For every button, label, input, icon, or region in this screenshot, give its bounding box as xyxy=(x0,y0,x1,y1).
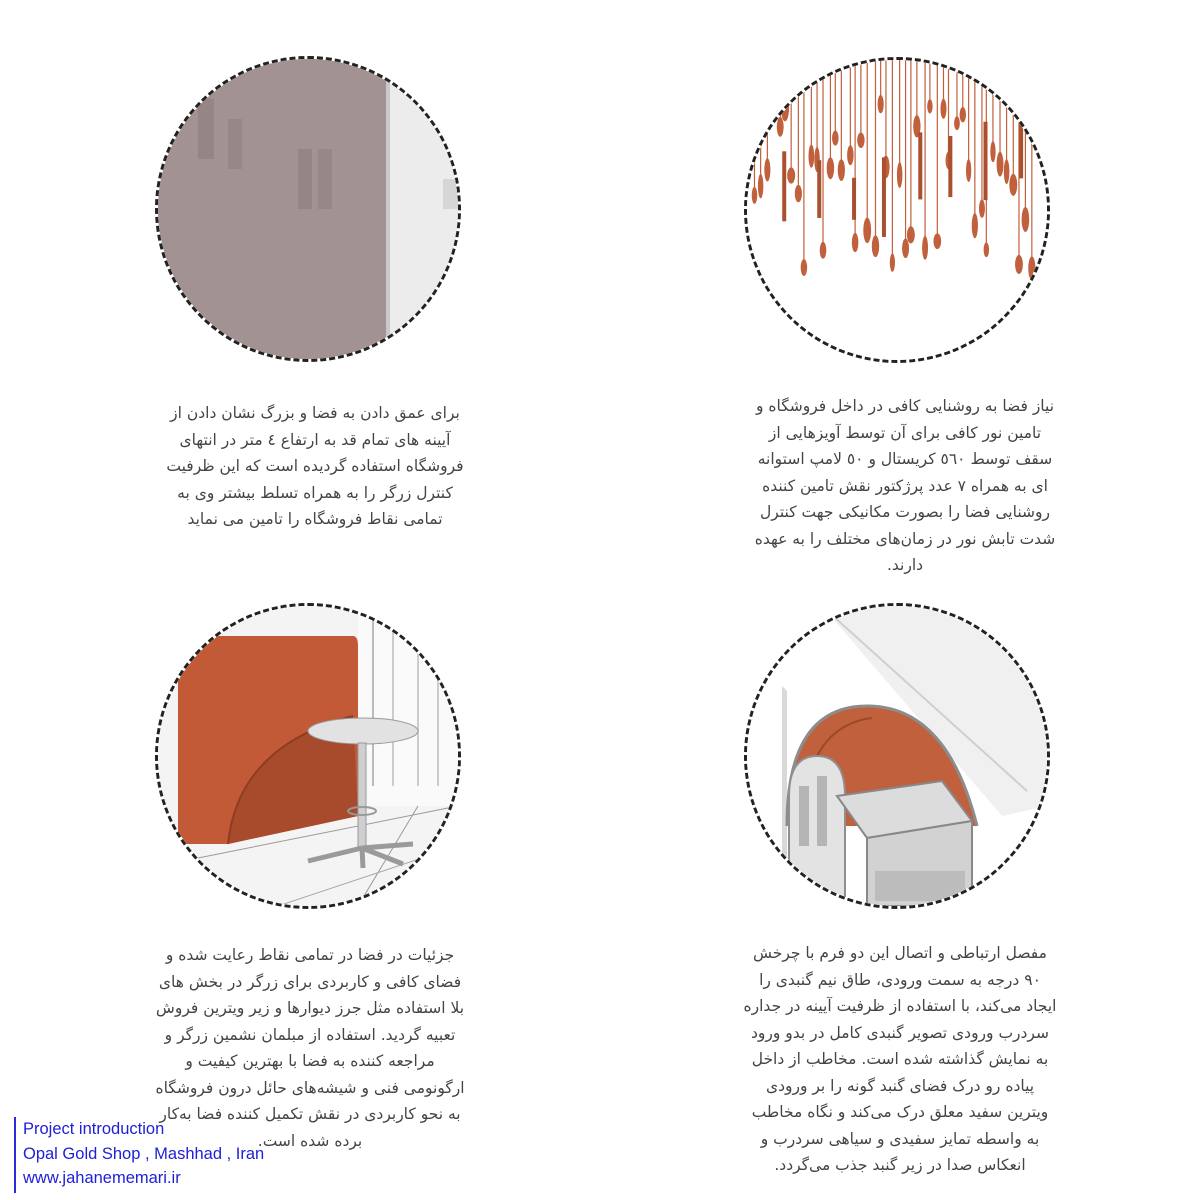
text-line: تعبیه گردید. استفاده از مبلمان نشمین زرگر و xyxy=(164,1025,456,1044)
text-line: برای عمق دادن به فضا و بزرگ نشان دادن از xyxy=(170,404,460,422)
text-line: مراجعه کننده به فضا با بهترین کیفیت و xyxy=(185,1052,435,1070)
text-line: به نمایش گذاشته شده است. مخاطب از داخل xyxy=(751,1050,1049,1068)
text-line: سقف توسط ٥٦٠ کریستال و ٥٠ لامپ استوانه xyxy=(757,450,1053,468)
text-line: فضای کافی و کاربردی برای زرگر در بخش های xyxy=(158,972,462,991)
pendant-lights-image xyxy=(744,57,1050,363)
section-1-text xyxy=(140,400,490,533)
text-line: روشنایی فضا را بصورت مکانیکی جهت کنترل xyxy=(760,503,1050,521)
text-line: دارند. xyxy=(886,556,924,574)
text-line: فروشگاه استفاده گردیده است که این ظرفیت xyxy=(166,457,464,475)
text-line: ایجاد می‌کند، با استفاده از ظرفیت آیینه در جداره xyxy=(743,997,1057,1015)
entrance-dome-image xyxy=(744,603,1050,909)
text-line: بلا استفاده مثل جرز دیوارها و زیر ویترین فروش xyxy=(155,999,465,1017)
text-line: تامین نور کافی برای آن توسط آویزهایی از xyxy=(768,423,1042,442)
text-line: سردرب ورودی تصویر گنبدی کامل در بدو ورود xyxy=(751,1023,1049,1042)
text-line: برده شده است. xyxy=(257,1131,363,1150)
text-line: نیاز فضا به روشنایی کافی در داخل فروشگاه و xyxy=(755,397,1055,415)
text-line: کنترل زرگر را به همراه تسلط بیشتر وی به xyxy=(177,483,453,502)
text-line: تمامی نقاط فروشگاه را تامین می نماید xyxy=(187,510,443,528)
section-2-text xyxy=(720,393,1090,579)
footer-title: Project introduction xyxy=(23,1120,165,1138)
text-line: ویترین سفید معلق درک می‌کند و نگاه مخاطب xyxy=(751,1103,1049,1121)
mirror-wall-image xyxy=(155,56,461,362)
project-footer xyxy=(14,1117,264,1193)
footer-project-name: Opal Gold Shop , Mashhad , Iran xyxy=(23,1144,265,1163)
section-4-text xyxy=(715,940,1085,1179)
text-line: ۹۰ درجه به سمت ورودی، طاق نیم گنبدی را xyxy=(759,970,1041,989)
text-line: ای به همراه ۷ عدد پرژکتور نقش تامین کننده xyxy=(762,476,1048,495)
text-line: مفصل ارتباطی و اتصال این دو فرم با چرخش xyxy=(753,944,1047,962)
text-line: پیاده رو درک فضای گنبد گونه را بر ورودی xyxy=(765,1076,1035,1095)
text-line: جزئیات در فضا در تمامی نقاط رعایت شده و xyxy=(165,946,455,964)
text-line: ارگونومی فنی و شیشه‌های حائل درون فروشگاه xyxy=(155,1078,465,1097)
text-line: به نحو کاربردی در نقش تکمیل کننده فضا به‌کار xyxy=(159,1105,461,1123)
text-line: شدت تابش نور در زمان‌های مختلف را به عهده xyxy=(754,529,1056,548)
footer-website-link[interactable]: www.jahanememari.ir xyxy=(23,1169,181,1187)
seating-stool-image xyxy=(155,603,461,909)
text-line: آیینه های تمام قد به ارتفاع ٤ متر در انتهای xyxy=(179,430,451,449)
text-line: به واسطه تمایز سفیدی و سیاهی سردرب و xyxy=(760,1129,1040,1148)
text-line: انعکاس صدا در زیر گنبد جذب می‌گردد. xyxy=(774,1156,1026,1174)
